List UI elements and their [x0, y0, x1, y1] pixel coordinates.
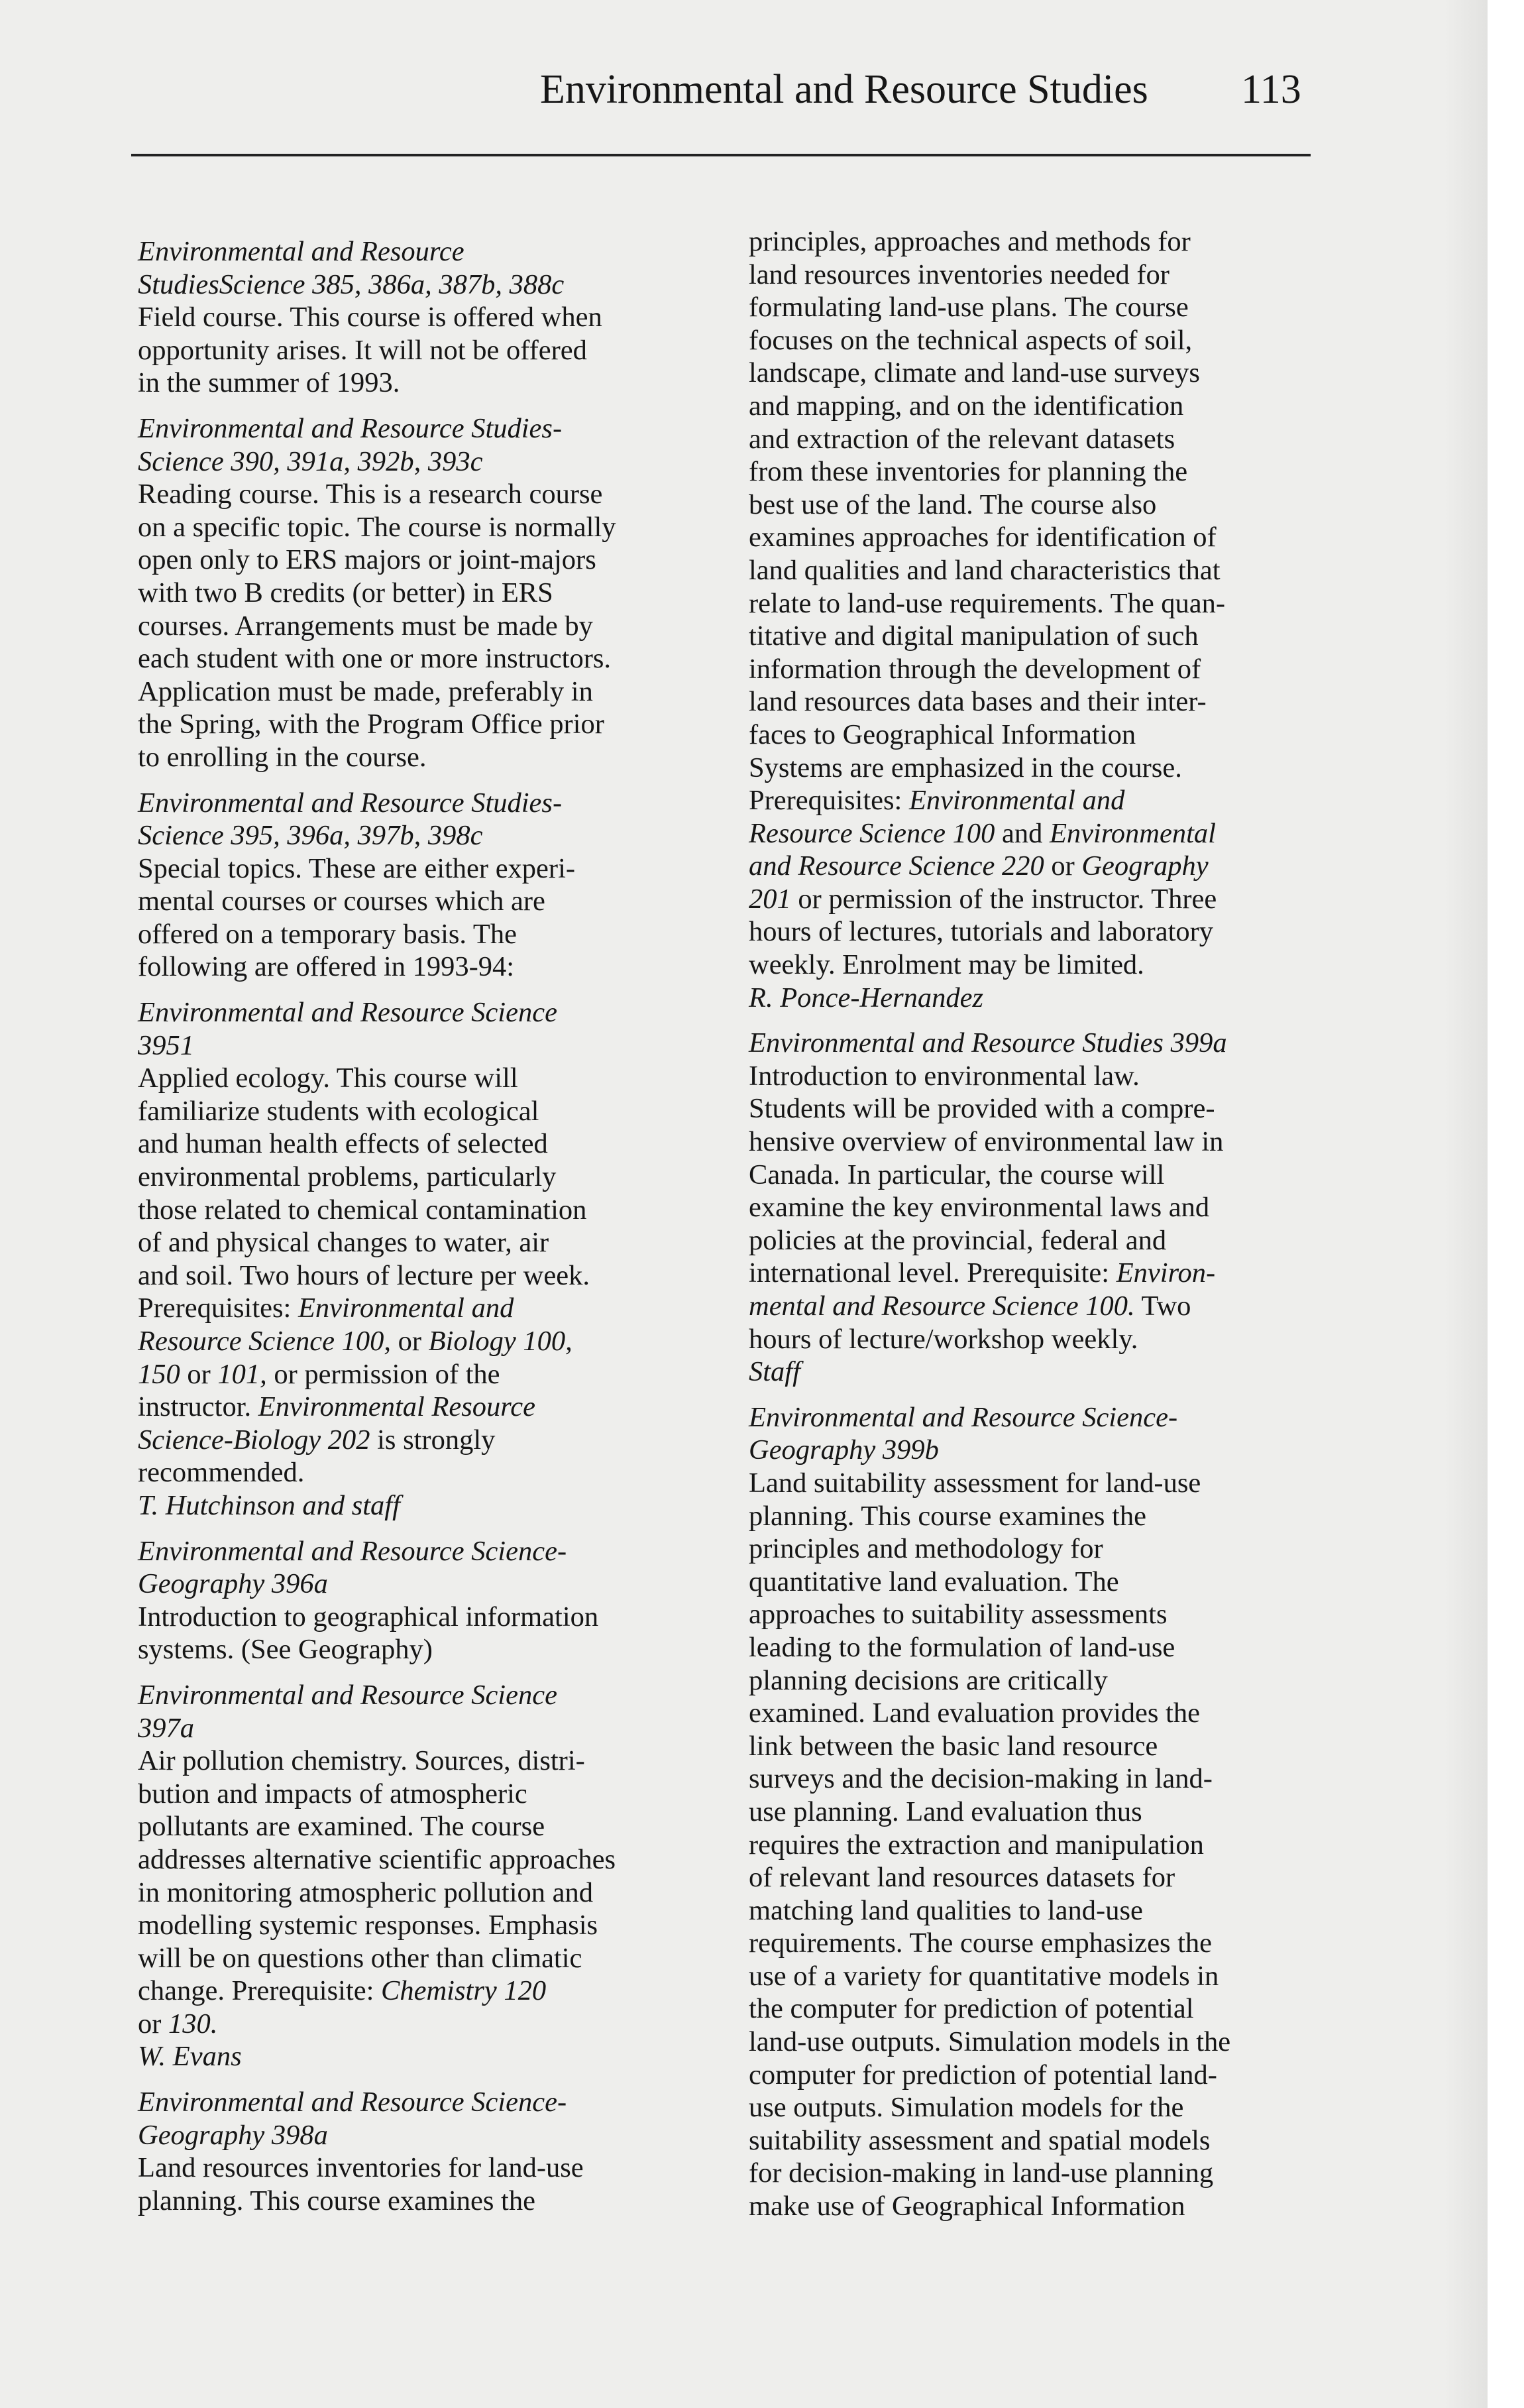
text-run: use outputs. Simulation models for the	[749, 2092, 1184, 2124]
text-line	[138, 1876, 734, 1910]
text-run: Environmental Resource	[258, 1391, 535, 1423]
text-line	[749, 357, 1345, 390]
text-run: to enrolling in the course.	[138, 741, 427, 773]
text-run: for decision-making in land-use planning	[749, 2157, 1214, 2189]
text-line	[749, 1598, 1345, 1631]
text-run: Science 395, 396a, 397b, 398c	[138, 820, 483, 852]
text-run: and	[995, 817, 1050, 849]
text-line	[138, 1745, 734, 1778]
text-run: opportunity arises. It will not be offered	[138, 334, 587, 366]
course-heading-line	[138, 1712, 734, 1745]
text-line	[138, 1909, 734, 1942]
text-line	[138, 885, 734, 918]
text-run: hensive overview of environmental law in	[749, 1126, 1224, 1158]
text-run: or	[138, 2008, 169, 2039]
text-run: or permission of the instructor. Three	[790, 883, 1217, 915]
text-line	[138, 2151, 734, 2185]
text-run: examined. Land evaluation provides the	[749, 1697, 1200, 1729]
course-heading-line	[138, 1029, 734, 1062]
text-run: land resources data bases and their inter-	[749, 686, 1207, 718]
text-line	[749, 423, 1345, 456]
text-line	[138, 1810, 734, 1843]
text-line	[749, 1092, 1345, 1125]
text-run: planning decisions are critically	[749, 1664, 1108, 1696]
course-heading-line	[138, 1535, 734, 1568]
text-run: with two B credits (or better) in ERS	[138, 577, 553, 608]
text-run: Environmental and	[908, 785, 1125, 817]
text-run: best use of the land. The course also	[749, 488, 1157, 520]
text-run: link between the basic land resource	[749, 1730, 1158, 1762]
text-run: international level. Prerequisite:	[749, 1257, 1116, 1289]
text-run: change. Prerequisite:	[138, 1975, 382, 2007]
text-line	[138, 741, 734, 774]
text-line	[749, 1796, 1345, 1829]
text-line	[138, 1942, 734, 1975]
text-run: modelling systemic responses. Emphasis	[138, 1910, 598, 1941]
course-heading-line	[138, 268, 734, 302]
text-line	[138, 367, 734, 400]
text-run: information through the development of	[749, 653, 1201, 685]
text-line	[749, 488, 1345, 522]
text-line	[749, 2059, 1345, 2092]
course-heading-line	[138, 996, 734, 1029]
text-line	[138, 1194, 734, 1227]
text-run: environmental problems, particularly	[138, 1161, 557, 1193]
text-run: matching land qualities to land-use	[749, 1894, 1143, 1926]
text-run: and soil. Two hours of lecture per week.	[138, 1259, 590, 1291]
text-run: surveys and the decision-making in land-	[749, 1763, 1213, 1795]
text-run: the computer for prediction of potential	[749, 1993, 1194, 2025]
text-run: 150	[138, 1358, 180, 1390]
running-head: Environmental and Resource Studies	[540, 67, 1148, 112]
text-line	[138, 1226, 734, 1259]
text-line	[749, 1290, 1345, 1323]
text-run: computer for prediction of potential land-	[749, 2059, 1217, 2091]
text-run: Environmental and Resource Science	[138, 997, 557, 1029]
text-run: Environmental and Resource Studies-	[138, 787, 563, 819]
text-run: offered on a temporary basis. The	[138, 918, 517, 950]
text-line	[138, 1095, 734, 1128]
text-run: Resource Science 100	[749, 817, 995, 849]
text-run: Science 390, 391a, 392b, 393c	[138, 445, 483, 477]
text-run: requirements. The course emphasizes the	[749, 1927, 1213, 1959]
text-line	[749, 1992, 1345, 2026]
text-run: 3951	[138, 1029, 194, 1061]
text-line	[749, 1191, 1345, 1224]
text-run: Environmental and Resource Science	[138, 1679, 557, 1711]
text-run: principles, approaches and methods for	[749, 226, 1191, 257]
text-line	[138, 1325, 734, 1358]
text-run: W. Evans	[138, 2041, 242, 2073]
text-run: Systems are emphasized in the course.	[749, 752, 1182, 783]
text-line	[749, 653, 1345, 686]
text-line	[749, 1224, 1345, 1257]
text-line	[749, 554, 1345, 587]
text-line	[749, 948, 1345, 982]
text-run: Environmental and Resource Science-	[138, 1535, 567, 1567]
text-line	[138, 1843, 734, 1876]
text-line	[138, 642, 734, 675]
text-run: bution and impacts of atmospheric	[138, 1778, 527, 1809]
text-run: policies at the provincial, federal and	[749, 1224, 1167, 1256]
text-run: Environmental and Resource Science-	[138, 2087, 567, 2118]
text-run: land qualities and land characteristics that	[749, 554, 1221, 586]
course-heading-line	[749, 982, 1345, 1015]
text-line	[749, 2157, 1345, 2190]
text-line	[749, 1730, 1345, 1763]
text-run: principles and methodology for	[749, 1533, 1103, 1565]
text-run: familiarize students with ecological	[138, 1095, 539, 1127]
text-run: quantitative land evaluation. The	[749, 1566, 1119, 1597]
text-line	[749, 390, 1345, 423]
text-line	[749, 521, 1345, 554]
text-line	[138, 2185, 734, 2218]
text-run: systems. (See Geography)	[138, 1634, 433, 1666]
text-line	[749, 883, 1345, 916]
text-line	[138, 918, 734, 951]
text-run: and human health effects of selected	[138, 1128, 548, 1160]
course-heading-line	[749, 1027, 1345, 1060]
course-entry	[138, 2086, 734, 2217]
text-run: or permission of the	[266, 1358, 500, 1390]
text-run: examine the key environmental laws and	[749, 1192, 1210, 1224]
text-line	[749, 1829, 1345, 1862]
text-line	[749, 291, 1345, 324]
text-line	[749, 1500, 1345, 1533]
text-line	[138, 1601, 734, 1634]
text-run: Canada. In particular, the course will	[749, 1159, 1165, 1190]
text-run: Environmental and Resource	[138, 236, 464, 267]
text-run: planning. This course examines the	[138, 2185, 535, 2216]
text-line	[749, 1323, 1345, 1356]
text-run: Environmental and	[298, 1292, 514, 1324]
text-run: hours of lectures, tutorials and laboratory	[749, 916, 1214, 948]
text-run: Staff	[749, 1356, 800, 1388]
text-run: land-use outputs. Simulation models in the	[749, 2026, 1231, 2058]
text-line	[749, 2026, 1345, 2059]
course-entry	[749, 225, 1345, 1014]
course-entry	[138, 996, 734, 1522]
text-run: use planning. Land evaluation thus	[749, 1796, 1142, 1827]
text-line	[749, 1159, 1345, 1192]
text-line	[138, 610, 734, 643]
text-run: suitability assessment and spatial models	[749, 2124, 1211, 2156]
text-run: Special topics. These are either experi-	[138, 852, 576, 884]
text-run: make use of Geographical Information	[749, 2191, 1185, 2222]
text-run: hours of lecture/workshop weekly.	[749, 1323, 1138, 1355]
course-heading-line	[749, 1401, 1345, 1434]
text-run: on a specific topic. The course is normally	[138, 511, 616, 543]
text-line	[138, 950, 734, 984]
text-run: 201	[749, 883, 791, 915]
page-number: 113	[1241, 67, 1301, 112]
text-run: addresses alternative scientific approaches	[138, 1843, 616, 1875]
text-line	[749, 2091, 1345, 2124]
text-run: Reading course. This is a research course	[138, 479, 603, 510]
text-run: or	[180, 1358, 218, 1390]
header-rule	[131, 154, 1311, 156]
text-line	[138, 1391, 734, 1424]
text-run: those related to chemical contamination	[138, 1194, 587, 1226]
text-line	[749, 1060, 1345, 1093]
text-line	[749, 1960, 1345, 1993]
text-run: formulating land-use plans. The course	[749, 292, 1189, 323]
text-line	[749, 718, 1345, 752]
text-run: Field course. This course is offered when	[138, 302, 602, 333]
text-run: 397a	[138, 1712, 194, 1744]
text-run: mental courses or courses which are	[138, 886, 545, 917]
text-run: Chemistry 120	[381, 1975, 547, 2007]
text-run: in monitoring atmospheric pollution and	[138, 1876, 593, 1908]
text-line	[138, 1456, 734, 1489]
text-run: Resource Science 100,	[138, 1326, 391, 1357]
text-run: StudiesScience 385, 386a, 387b, 388c	[138, 268, 565, 300]
text-run: Air pollution chemistry. Sources, distri-	[138, 1745, 585, 1777]
text-run: or	[390, 1326, 429, 1357]
text-line	[138, 334, 734, 367]
course-entry	[138, 1535, 734, 1666]
text-run: courses. Arrangements must be made by	[138, 610, 593, 642]
text-line	[138, 544, 734, 577]
text-line	[138, 1259, 734, 1292]
text-line	[749, 1697, 1345, 1730]
course-entry	[138, 1679, 734, 2073]
text-run: Environmental and Resource Studies-	[138, 412, 563, 444]
text-line	[749, 1467, 1345, 1500]
text-run: Two	[1134, 1290, 1191, 1322]
text-line	[749, 324, 1345, 357]
text-line	[749, 1861, 1345, 1894]
text-run: Environmental and Resource Science-	[749, 1401, 1178, 1433]
text-line	[749, 817, 1345, 850]
text-run: Environ-	[1116, 1257, 1216, 1289]
text-run: R. Ponce-Hernandez	[749, 982, 984, 1013]
text-line	[749, 620, 1345, 653]
text-line	[138, 301, 734, 334]
text-run: Land suitability assessment for land-use	[749, 1467, 1201, 1499]
text-line	[138, 1778, 734, 1811]
text-line	[138, 675, 734, 709]
course-heading-line	[138, 1679, 734, 1712]
course-heading-line	[749, 1355, 1345, 1389]
course-entry	[138, 235, 734, 400]
text-line	[749, 225, 1345, 258]
text-line	[749, 587, 1345, 620]
text-line	[749, 1566, 1345, 1599]
text-run: use of a variety for quantitative models in	[749, 1960, 1219, 1992]
text-run: recommended.	[138, 1457, 305, 1489]
text-run: planning. This course examines the	[749, 1500, 1146, 1532]
text-run: each student with one or more instructors.	[138, 643, 612, 675]
course-entry	[138, 412, 734, 774]
text-line	[749, 752, 1345, 785]
course-heading-line	[138, 1568, 734, 1601]
course-heading-line	[138, 445, 734, 479]
text-line	[138, 1292, 734, 1325]
text-line	[749, 850, 1345, 883]
text-run: mental and Resource Science 100.	[749, 1290, 1135, 1322]
text-run: Geography 399b	[749, 1434, 939, 1466]
text-run: Prerequisites:	[749, 785, 909, 817]
text-run: Students will be provided with a compre-	[749, 1093, 1215, 1125]
text-line	[138, 1633, 734, 1666]
text-run: of relevant land resources datasets for	[749, 1862, 1175, 1894]
text-run: Introduction to environmental law.	[749, 1060, 1140, 1092]
text-run: land resources inventories needed for	[749, 258, 1170, 290]
text-run: is strongly	[370, 1424, 496, 1456]
text-run: Geography 396a	[138, 1568, 328, 1600]
course-entry	[138, 787, 734, 984]
right-column	[749, 225, 1345, 2236]
text-line	[749, 784, 1345, 817]
course-entry	[749, 1401, 1345, 2223]
text-run: Science-Biology 202	[138, 1424, 370, 1456]
text-line	[749, 1532, 1345, 1566]
text-run: Environmental	[1049, 817, 1216, 849]
text-line	[138, 1975, 734, 2008]
text-run: leading to the formulation of land-use	[749, 1631, 1175, 1663]
text-run: T. Hutchinson and staff	[138, 1489, 400, 1521]
course-heading-line	[138, 2086, 734, 2119]
course-heading-line	[749, 1434, 1345, 1467]
text-run: will be on questions other than climatic	[138, 1942, 582, 1974]
text-run: Environmental and Resource Studies 399a	[749, 1027, 1227, 1059]
text-run: 101,	[217, 1358, 267, 1390]
text-run: faces to Geographical Information	[749, 718, 1136, 750]
text-run: open only to ERS majors or joint-majors	[138, 544, 596, 576]
text-run: of and physical changes to water, air	[138, 1227, 549, 1259]
course-heading-line	[138, 819, 734, 852]
text-line	[138, 478, 734, 511]
text-line	[749, 1894, 1345, 1927]
text-line	[749, 685, 1345, 718]
course-heading-line	[138, 2040, 734, 2073]
text-line	[749, 1631, 1345, 1664]
text-line	[749, 2190, 1345, 2223]
text-run: weekly. Enrolment may be limited.	[749, 949, 1144, 981]
text-line	[138, 1358, 734, 1391]
text-run: Applied ecology. This course will	[138, 1062, 518, 1094]
text-run: Application must be made, preferably in	[138, 675, 593, 707]
text-run: and mapping, and on the identification	[749, 390, 1184, 422]
text-run: Introduction to geographical information	[138, 1601, 599, 1633]
text-run: the Spring, with the Program Office prior	[138, 709, 604, 740]
text-line	[749, 258, 1345, 292]
text-run: pollutants are examined. The course	[138, 1811, 545, 1843]
text-line	[138, 2008, 734, 2041]
left-column	[138, 235, 734, 2230]
text-line	[749, 1257, 1345, 1290]
text-run: landscape, climate and land-use surveys	[749, 357, 1200, 389]
text-line	[749, 1762, 1345, 1796]
text-run: from these inventories for planning the	[749, 456, 1188, 488]
text-line	[138, 1424, 734, 1457]
text-line	[138, 577, 734, 610]
text-run: or	[1044, 850, 1082, 882]
text-run: Land resources inventories for land-use	[138, 2152, 584, 2184]
page-edge-shadow	[1444, 0, 1488, 2408]
text-run: and extraction of the relevant datasets	[749, 423, 1175, 455]
text-run: in the summer of 1993.	[138, 367, 400, 399]
text-run: following are offered in 1993-94:	[138, 951, 515, 983]
text-run: Prerequisites:	[138, 1292, 298, 1324]
text-run: 130.	[168, 2008, 218, 2039]
text-run: examines approaches for identification of	[749, 522, 1217, 553]
text-run: instructor.	[138, 1391, 258, 1423]
text-run: approaches to suitability assessments	[749, 1599, 1168, 1631]
text-run: focuses on the technical aspects of soil,	[749, 324, 1193, 356]
text-line	[138, 852, 734, 886]
course-entry	[749, 1027, 1345, 1389]
course-heading-line	[138, 412, 734, 445]
text-line	[749, 455, 1345, 488]
course-heading-line	[138, 1489, 734, 1522]
text-run: Biology 100,	[428, 1326, 572, 1357]
text-line	[138, 708, 734, 741]
text-run: and Resource Science 220	[749, 850, 1044, 882]
course-heading-line	[138, 787, 734, 820]
text-line	[138, 1127, 734, 1161]
text-run: titative and digital manipulation of such	[749, 620, 1199, 652]
text-run: Geography	[1081, 850, 1209, 882]
text-line	[749, 1125, 1345, 1159]
text-line	[138, 1062, 734, 1095]
text-line	[749, 915, 1345, 948]
text-line	[749, 1664, 1345, 1697]
text-run: Geography 398a	[138, 2119, 328, 2151]
course-heading-line	[138, 2119, 734, 2152]
text-line	[749, 2124, 1345, 2157]
text-line	[138, 1161, 734, 1194]
text-run: relate to land-use requirements. The quan-	[749, 587, 1226, 619]
text-line	[749, 1927, 1345, 1960]
course-heading-line	[138, 235, 734, 268]
text-run: requires the extraction and manipulation	[749, 1829, 1204, 1861]
text-line	[138, 511, 734, 544]
